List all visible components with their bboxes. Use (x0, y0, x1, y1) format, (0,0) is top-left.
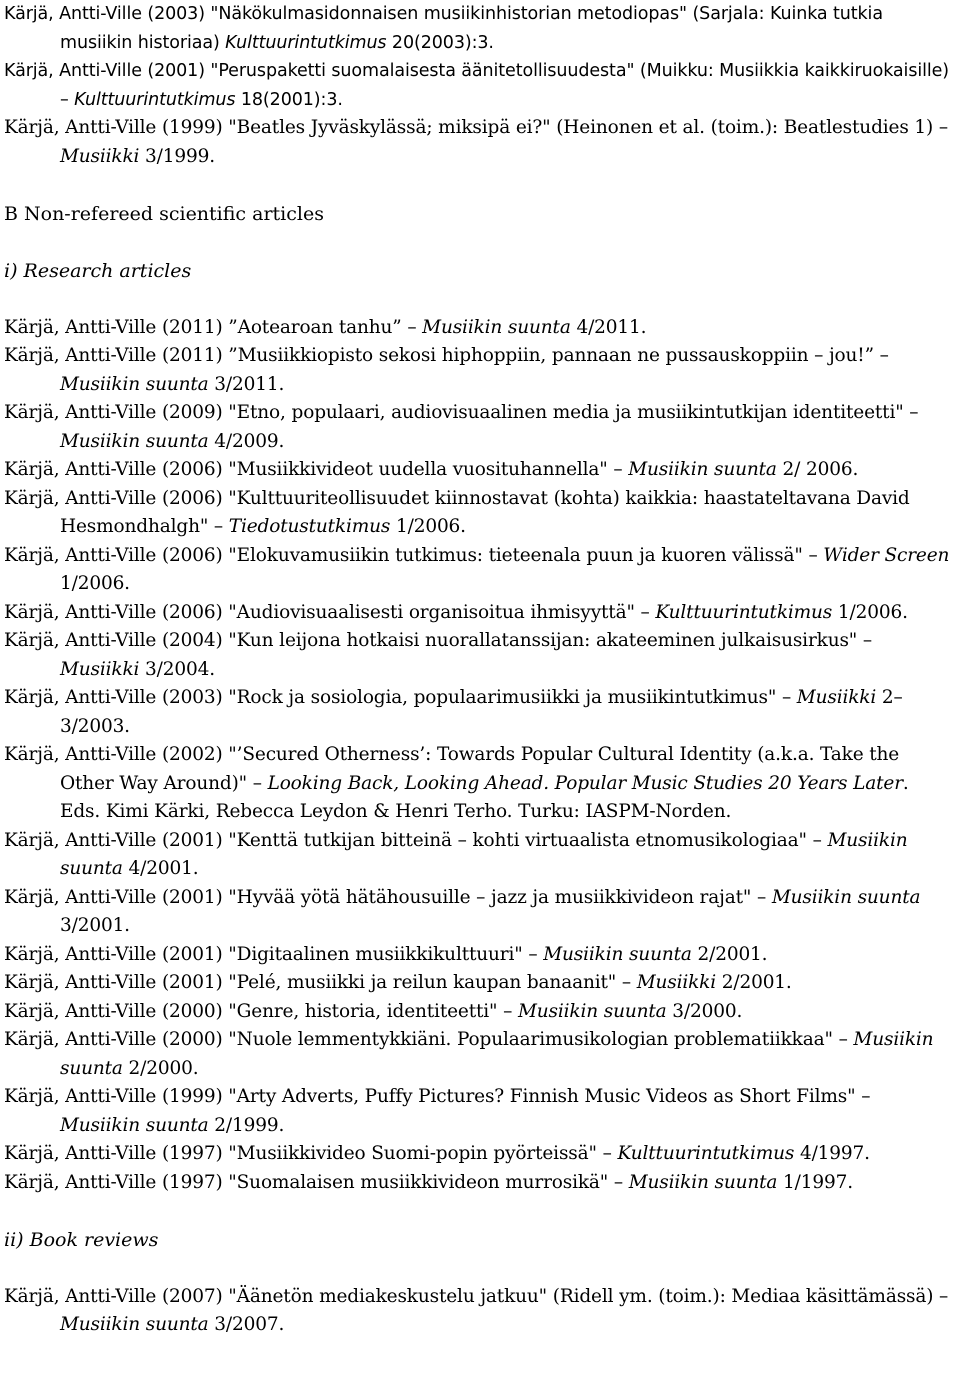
citation-text: Kärjä, Antti-Ville (2006) "Audiovisuaalisesti organisoitua ihmisyyttä" – (4, 601, 656, 623)
citation-issue: 2/1999. (208, 1114, 285, 1136)
citation-text: Kärjä, Antti-Ville (2002) "’Secured Otherness’: Towards Popular Cultural Identity (a.k.a. Take the Other Way Around)" – (4, 744, 900, 794)
citation-text: Kärjä, Antti-Ville (1999) "Beatles Jyväskylässä; miksipä ei?" (Heinonen et al. (toim.): Beatlestudies 1) – (4, 117, 948, 138)
citation-text: Kärjä, Antti-Ville (2000) "Nuole lemmentykkiäni. Populaarimusikologian problematiikkaa" – (4, 1029, 854, 1050)
citation-entry (4, 57, 954, 114)
citation-issue: 1/2006. (390, 516, 466, 537)
citation-text: Kärjä, Antti-Ville (2001) "Peruspaketti suomalaisesta äänitetollisuudesta" (Muikku: Musiikkia kaikkiruokaisille) – (4, 61, 950, 110)
citation-entry (4, 627, 954, 684)
journal-title: Tiedotustutkimus (228, 516, 391, 537)
spacer (4, 1254, 954, 1283)
journal-title: Musiikin suunta (60, 1114, 209, 1136)
citation-issue: 2/ 2006. (776, 459, 859, 480)
journal-title: Musiikki (60, 658, 140, 680)
citation-issue: 4/2001. (122, 858, 199, 879)
citation-issue: 18(2001):3. (235, 89, 343, 110)
citation-entry (4, 485, 954, 542)
citation-issue: 4/1997. (794, 1143, 870, 1164)
citation-text: Kärjä, Antti-Ville (2000) "Genre, historia, identiteetti" – (4, 1000, 518, 1022)
citation-entry (4, 941, 954, 970)
citation-text: Kärjä, Antti-Ville (2004) "Kun leijona hotkaisi nuorallatanssijan: akateeminen julkaisusirkus" – (4, 630, 872, 651)
citation-entry (4, 599, 954, 628)
journal-title: Looking Back, Looking Ahead. Popular Music Studies 20 Years Later (267, 772, 903, 794)
citation-issue: . Eds. Kimi Kärki, Rebecca Leydon & Henri Terho. Turku: IASPM-Norden. (60, 772, 909, 822)
journal-title: Musiikin suunta (517, 1000, 667, 1022)
citation-text: Kärjä, Antti-Ville (1997) "Musiikkivideo Suomi-popin pyörteissä" – (4, 1143, 618, 1164)
citation-text: Kärjä, Antti-Ville (2001) "Hyvää yötä hätähousuille – jazz ja musiikkivideon rajat" – (4, 886, 772, 908)
top-entries (4, 0, 954, 171)
review-entries (4, 1283, 954, 1340)
journal-title: Musiikin suunta (628, 459, 777, 480)
citation-entry (4, 827, 954, 884)
citation-entry (4, 1169, 954, 1198)
citation-text: Kärjä, Antti-Ville (2006) "Elokuvamusiikin tutkimus: tieteenala puun ja kuoren välissä" – (4, 544, 824, 566)
citation-entry (4, 542, 954, 599)
research-entries (4, 314, 954, 1198)
document-page (4, 0, 954, 1340)
journal-title: Musiikin suunta (422, 316, 571, 338)
journal-title: Musiikin suunta (628, 1171, 778, 1193)
citation-text: Kärjä, Antti-Ville (2009) "Etno, populaari, audiovisuaalinen media ja musiikintutkijan identiteetti" – (4, 402, 919, 423)
citation-text: Kärjä, Antti-Ville (2011) ”Aotearoan tanhu” – (4, 316, 423, 338)
citation-text: Kärjä, Antti-Ville (2011) ”Musiikkiopisto sekosi hiphoppiin, pannaan ne pussauskoppiin – jou!” – (4, 345, 889, 366)
citation-entry (4, 684, 954, 741)
journal-title: Kulttuurintutkimus (74, 89, 236, 110)
citation-entry (4, 0, 954, 57)
journal-title: Musiikin suunta (771, 886, 921, 908)
journal-title: Musiikin suunta (60, 1314, 209, 1335)
citation-entry (4, 342, 954, 399)
citation-entry (4, 456, 954, 485)
journal-title: Musiikin suunta (60, 373, 209, 395)
citation-issue: 4/2011. (570, 316, 647, 338)
spacer (4, 285, 954, 314)
citation-entry (4, 1026, 954, 1083)
citation-issue: 2/2001. (691, 943, 768, 965)
citation-entry (4, 114, 954, 171)
journal-title: Musiikki (636, 972, 717, 993)
journal-title: Kulttuurintutkimus (225, 32, 387, 53)
citation-issue: 3/2007. (208, 1314, 285, 1335)
citation-issue: 3/1999. (139, 145, 215, 167)
journal-title: Kulttuurintutkimus (655, 601, 833, 623)
citation-text: Kärjä, Antti-Ville (2007) "Äänetön mediakeskustelu jatkuu" (Ridell ym. (toim.): Mediaa käsittämässä) – (4, 1285, 949, 1307)
citation-entry (4, 1283, 954, 1340)
spacer (4, 1197, 954, 1226)
citation-text: Kärjä, Antti-Ville (1999) "Arty Adverts, Puffy Pictures? Finnish Music Videos as Short Films" – (4, 1086, 871, 1107)
citation-text: Kärjä, Antti-Ville (2001) "Digitaalinen musiikkikulttuuri" – (4, 943, 544, 965)
citation-entry (4, 1083, 954, 1140)
citation-text: Kärjä, Antti-Ville (1997) "Suomalaisen musiikkivideon murrosikä" – (4, 1171, 629, 1193)
journal-title: Musiikin suunta (543, 943, 692, 965)
citation-entry (4, 399, 954, 456)
citation-text: Kärjä, Antti-Ville (2001) "Pelé, musiikki ja reilun kaupan banaanit" – (4, 972, 637, 993)
citation-issue: 1/2006. (832, 601, 908, 623)
citation-issue: 3/2001. (60, 915, 130, 936)
citation-issue: 3/2000. (666, 1000, 743, 1022)
journal-title: Wider Screen (823, 544, 950, 566)
spacer (4, 228, 954, 257)
citation-entry (4, 1140, 954, 1169)
citation-issue: 3/2011. (208, 373, 285, 395)
spacer (4, 171, 954, 200)
journal-title: Musiikki (796, 687, 877, 708)
journal-title: Musiikin suunta (60, 1029, 934, 1079)
citation-entry (4, 314, 954, 343)
citation-issue: 1/2006. (60, 573, 130, 594)
section-b-title: B Non-refereed scientific articles (4, 202, 324, 225)
citation-text: Kärjä, Antti-Ville (2003) "Näkökulmasidonnaisen musiikinhistorian metodiopas" (Sarjala: Kuinka tutkia musiikin historiaa) (4, 4, 883, 53)
citation-issue: 20(2003):3. (386, 32, 494, 53)
research-articles-heading: i) Research articles (4, 259, 192, 282)
citation-text: Kärjä, Antti-Ville (2001) "Kenttä tutkijan bitteinä – kohti virtuaalista etnomusikologiaa" – (4, 829, 828, 851)
citation-issue: 2/2001. (716, 972, 792, 993)
journal-title: Musiikin suunta (60, 430, 209, 452)
citation-issue: 4/2009. (208, 430, 285, 452)
citation-issue: 2/2000. (122, 1057, 199, 1079)
citation-entry (4, 741, 954, 827)
book-reviews-heading: ii) Book reviews (4, 1228, 159, 1251)
citation-issue: 2–3/2003. (60, 687, 903, 737)
citation-entry (4, 969, 954, 998)
citation-text: Kärjä, Antti-Ville (2006) "Musiikkivideot uudella vuosituhannella" – (4, 459, 629, 480)
journal-title: Musiikki (60, 145, 140, 167)
journal-title: Kulttuurintutkimus (617, 1143, 795, 1164)
journal-title: Musiikin suunta (60, 829, 908, 879)
citation-issue: 1/1997. (777, 1171, 853, 1193)
citation-text: Kärjä, Antti-Ville (2003) "Rock ja sosiologia, populaarimusiikki ja musiikintutkimus" – (4, 687, 797, 708)
citation-text: Kärjä, Antti-Ville (2006) "Kulttuuriteollisuudet kiinnostavat (kohta) kaikkia: haastateltavana David Hesmondhalgh" – (4, 487, 910, 537)
citation-entry (4, 998, 954, 1027)
citation-entry (4, 884, 954, 941)
citation-issue: 3/2004. (139, 658, 215, 680)
